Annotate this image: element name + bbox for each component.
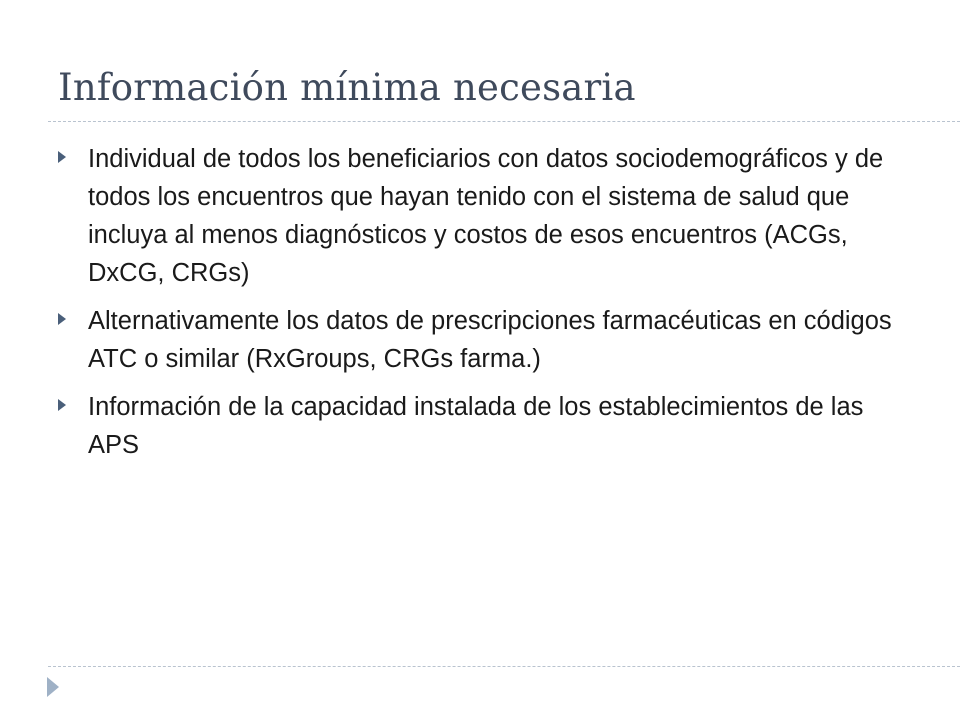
footer-triangle-icon: [47, 677, 59, 697]
triangle-right-icon: [58, 313, 66, 325]
bullet-item: [58, 388, 918, 464]
bullet-text: Individual de todos los beneficiarios con datos sociodemográficos y de todos los encuentros que hayan tenido con el sistema de salud que incluya al menos diagnósticos y costos de esos encuentros (ACGs, DxCG, CRGs): [88, 145, 884, 287]
bullet-item: [58, 140, 918, 292]
bullet-text: Alternativamente los datos de prescripciones farmacéuticas en códigos ATC o similar (RxGroups, CRGs farma.): [88, 307, 892, 373]
triangle-right-icon: [58, 399, 66, 411]
bullet-item: [58, 302, 918, 378]
slide-title: Información mínima necesaria: [58, 66, 636, 109]
bullet-text: Información de la capacidad instalada de los establecimientos de las APS: [88, 393, 864, 459]
bullet-list: [58, 140, 918, 474]
triangle-right-icon: [58, 151, 66, 163]
title-divider: [48, 121, 960, 122]
footer-divider: [48, 666, 960, 667]
